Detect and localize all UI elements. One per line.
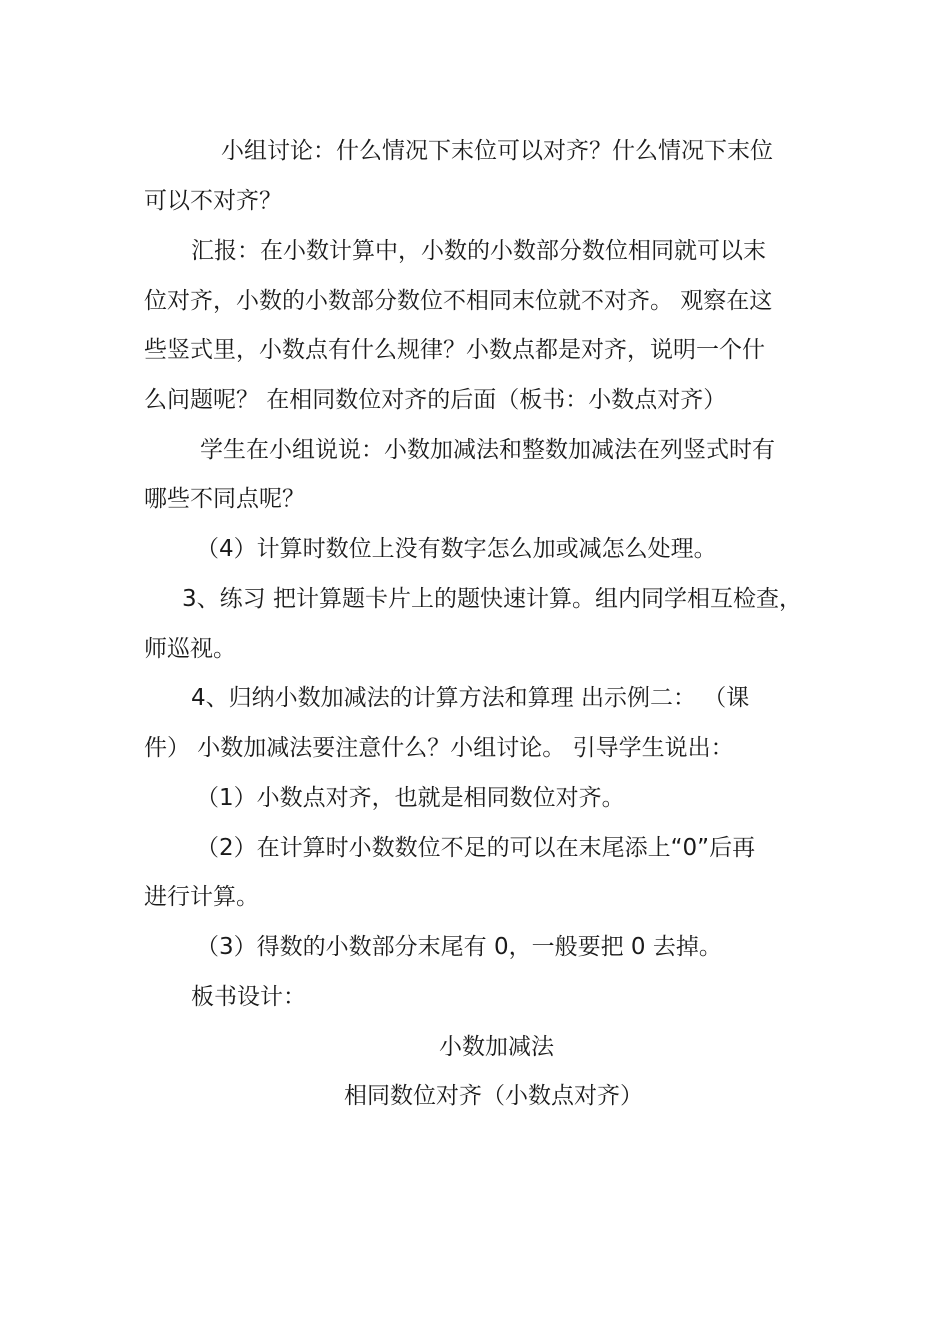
paragraph-4-line-1: （4）计算时数位上没有数字怎么加或减怎么处理。 bbox=[196, 536, 717, 562]
paragraph-8-line-2: 进行计算。 bbox=[144, 884, 259, 910]
paragraph-1-line-2: 可以不对齐？ bbox=[144, 188, 282, 214]
paragraph-2-line-1: 汇报：在小数计算中，小数的小数部分数位相同就可以末 bbox=[191, 238, 766, 264]
paragraph-6-line-2: 件） 小数加减法要注意什么？小组讨论。 引导学生说出： bbox=[144, 735, 734, 761]
paragraph-5-line-1: 3、练习 把计算题卡片上的题快速计算。组内同学相互检查， bbox=[182, 586, 802, 612]
board-title: 小数加减法 bbox=[439, 1034, 554, 1060]
paragraph-10-line-1: 板书设计： bbox=[191, 984, 306, 1010]
paragraph-2-line-4: 么问题呢？ 在相同数位对齐的后面（板书：小数点对齐） bbox=[144, 387, 727, 413]
board-subtitle: 相同数位对齐（小数点对齐） bbox=[344, 1083, 643, 1109]
paragraph-3-line-2: 哪些不同点呢？ bbox=[144, 486, 305, 512]
paragraph-3-line-1: 学生在小组说说：小数加减法和整数加减法在列竖式时有 bbox=[200, 437, 775, 463]
paragraph-5-line-2: 师巡视。 bbox=[144, 636, 236, 662]
paragraph-2-line-2: 位对齐，小数的小数部分数位不相同末位就不对齐。 观察在这 bbox=[144, 288, 773, 314]
paragraph-1-line-1: 小组讨论：什么情况下末位可以对齐？什么情况下末位 bbox=[221, 138, 773, 164]
paragraph-9-line-1: （3）得数的小数部分末尾有 0，一般要把 0 去掉。 bbox=[196, 934, 722, 960]
paragraph-8-line-1: （2）在计算时小数数位不足的可以在末尾添上“0”后再 bbox=[196, 835, 756, 861]
paragraph-2-line-3: 些竖式里，小数点有什么规律？小数点都是对齐，说明一个什 bbox=[144, 337, 765, 363]
paragraph-6-line-1: 4、归纳小数加减法的计算方法和算理 出示例二： （课 bbox=[191, 685, 750, 711]
paragraph-7-line-1: （1）小数点对齐，也就是相同数位对齐。 bbox=[196, 785, 625, 811]
